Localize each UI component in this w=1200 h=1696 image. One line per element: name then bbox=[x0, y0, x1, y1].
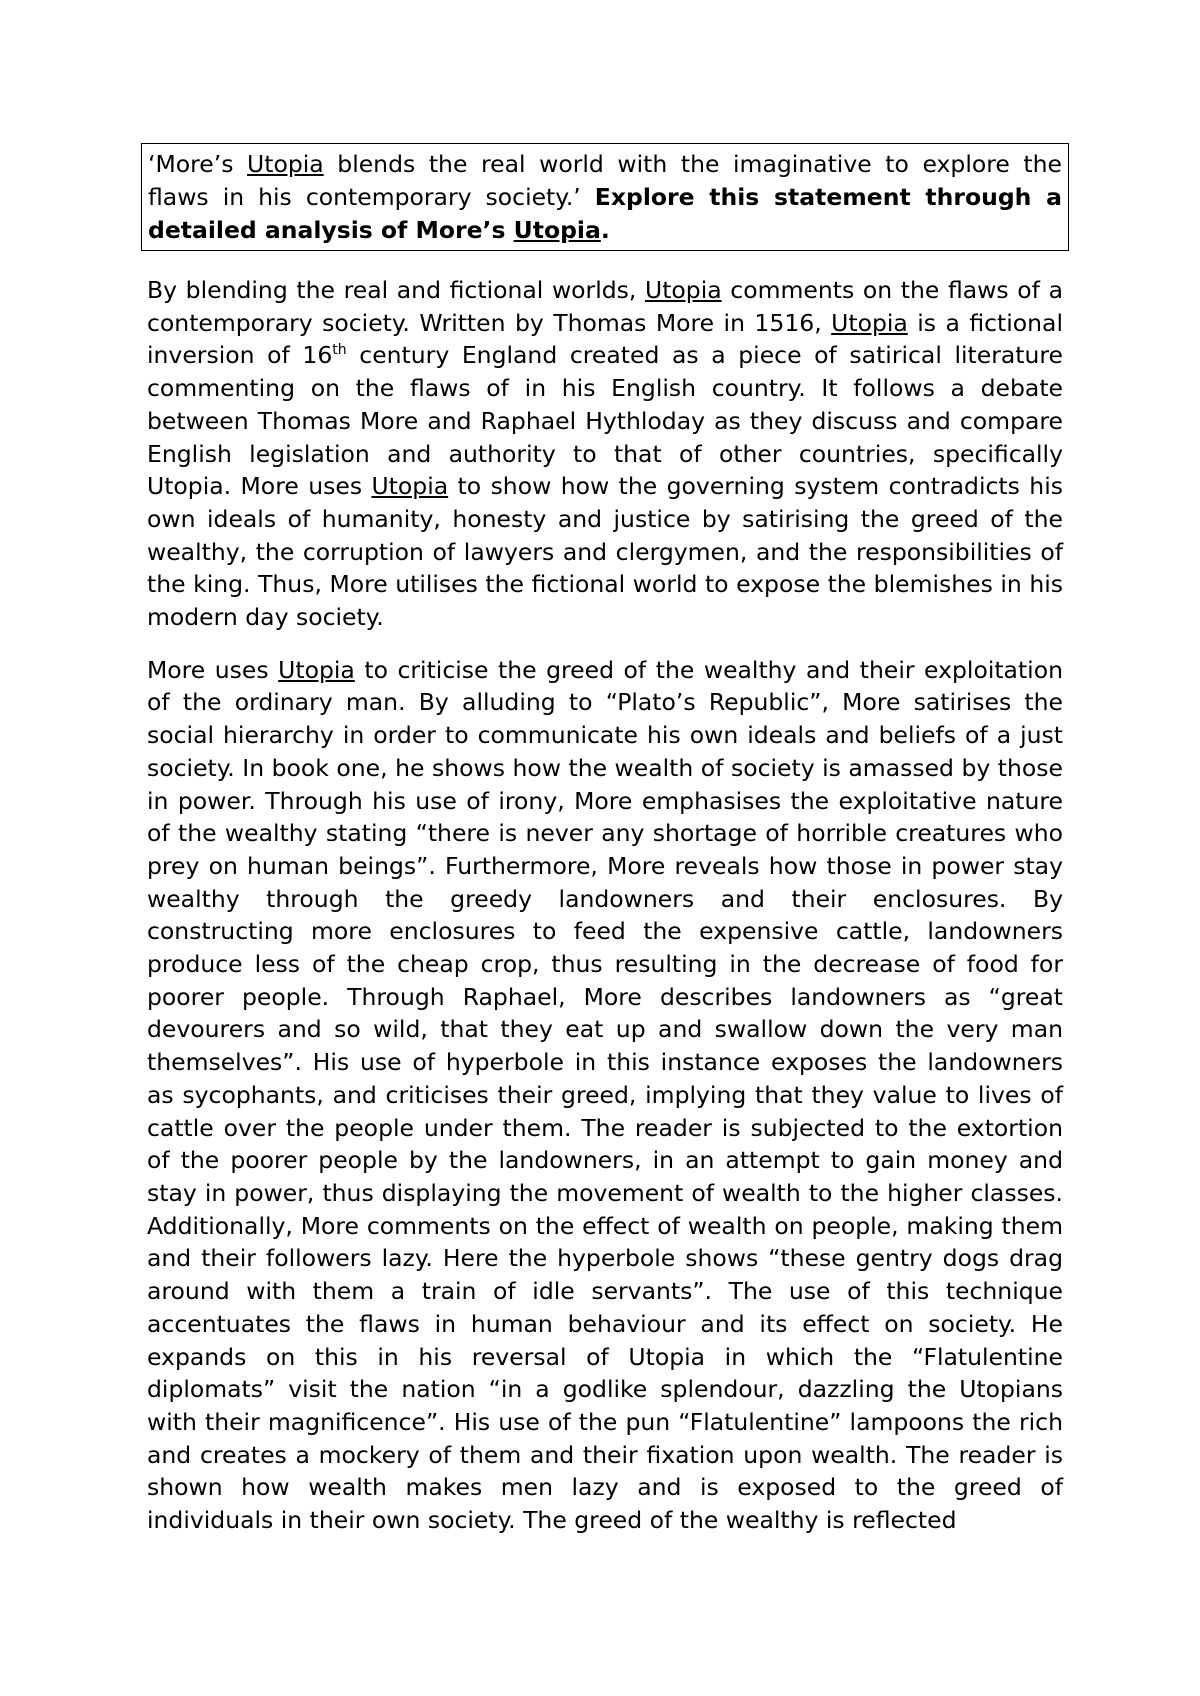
intro-title-ref-2: Utopia bbox=[831, 308, 908, 337]
question-text-1: ‘More’s bbox=[148, 150, 248, 178]
intro-title-ref-3: Utopia bbox=[371, 472, 449, 501]
body1-text-1: More uses bbox=[147, 655, 279, 684]
essay-question-box bbox=[141, 143, 1069, 251]
intro-text-2: comments on the flaws of a contemporary society. Written by Thomas More in 1516, bbox=[147, 276, 1063, 337]
ordinal-suffix: th bbox=[332, 342, 347, 359]
question-instruction-title-ref: Utopia bbox=[513, 216, 601, 244]
question-text-2: blends the real world with the imaginative to explore the flaws in his contemporary society.’ bbox=[148, 150, 1063, 211]
intro-text-1: By blending the real and fictional worlds, bbox=[147, 276, 646, 304]
intro-title-ref-1: Utopia bbox=[645, 276, 722, 304]
body1-text-2: to criticise the greed of the wealthy and their exploitation of the ordinary man. By alluding to “Plato’s Republic”, More satirises the social hierarchy in order to communicate his own ideals and beliefs of a just society. In book one, he shows how the wealth of society is amassed by those in power. Through his use of irony, More emphasises the exploitative nature of the wealthy stating “there is never any shortage of horrible creatures who prey on human beings”. Furthermore, More reveals how those in power stay wealthy through the greedy landowners and their enclosures. By constructing more enclosures to feed the expensive cattle, landowners produce less of the cheap crop, thus resulting in the decrease of food for poorer people. Through Raphael, More describes landowners as “great devourers and so wild, that they eat up and swallow down the very man themselves”. His use of hyperbole in this instance exposes the landowners as sycophants, and criticises their greed, implying that they value to lives of cattle over the people under them. The reader is subjected to the extortion of the poorer people by the landowners, in an attempt to gain money and stay in power, thus displaying the movement of wealth to the higher classes. Additionally, More comments on the effect of wealth on people, making them and their followers lazy. Here the hyperbole shows “these gentry dogs drag around with them a train of idle servants”. The use of this technique accentuates the flaws in human behaviour and its effect on society. He expands on this in his reversal of Utopia in which the “Flatulentine diplomats” visit the nation “in a godlike splendour, dazzling the Utopians with their magnificence”. His use of the pun “Flatulentine” lampoons the rich and creates a mockery of them and their fixation upon wealth. The reader is shown how wealth makes men lazy and is exposed to the greed of individuals in their own society. The greed of the wealthy is reflected bbox=[147, 655, 1063, 1535]
question-instruction: Explore this statement through a detailed analysis of More’s bbox=[148, 183, 1062, 244]
intro-text-4: century England created as a piece of satirical literature commenting on the flaws of in his English country. It follows a debate between Thomas More and Raphael Hythloday as they discuss and compare English legislation and authority to that of other countries, specifically Utopia. More uses bbox=[147, 341, 1063, 501]
document-page bbox=[147, 143, 1063, 1537]
body-paragraph-1 bbox=[147, 654, 1063, 1537]
body1-title-ref: Utopia bbox=[278, 655, 355, 684]
intro-text-3: is a fictional inversion of 16 bbox=[147, 308, 1063, 370]
introduction-paragraph bbox=[147, 274, 1063, 634]
question-title-ref: Utopia bbox=[247, 150, 324, 178]
intro-text-5: to show how the governing system contradicts his own ideals of humanity, honesty and justice by satirising the greed of the wealthy, the corruption of lawyers and clergymen, and the responsibilities of the king. Thus, More utilises the fictional world to expose the blemishes in his modern day society. bbox=[147, 472, 1063, 632]
question-instruction-end: . bbox=[600, 216, 610, 244]
